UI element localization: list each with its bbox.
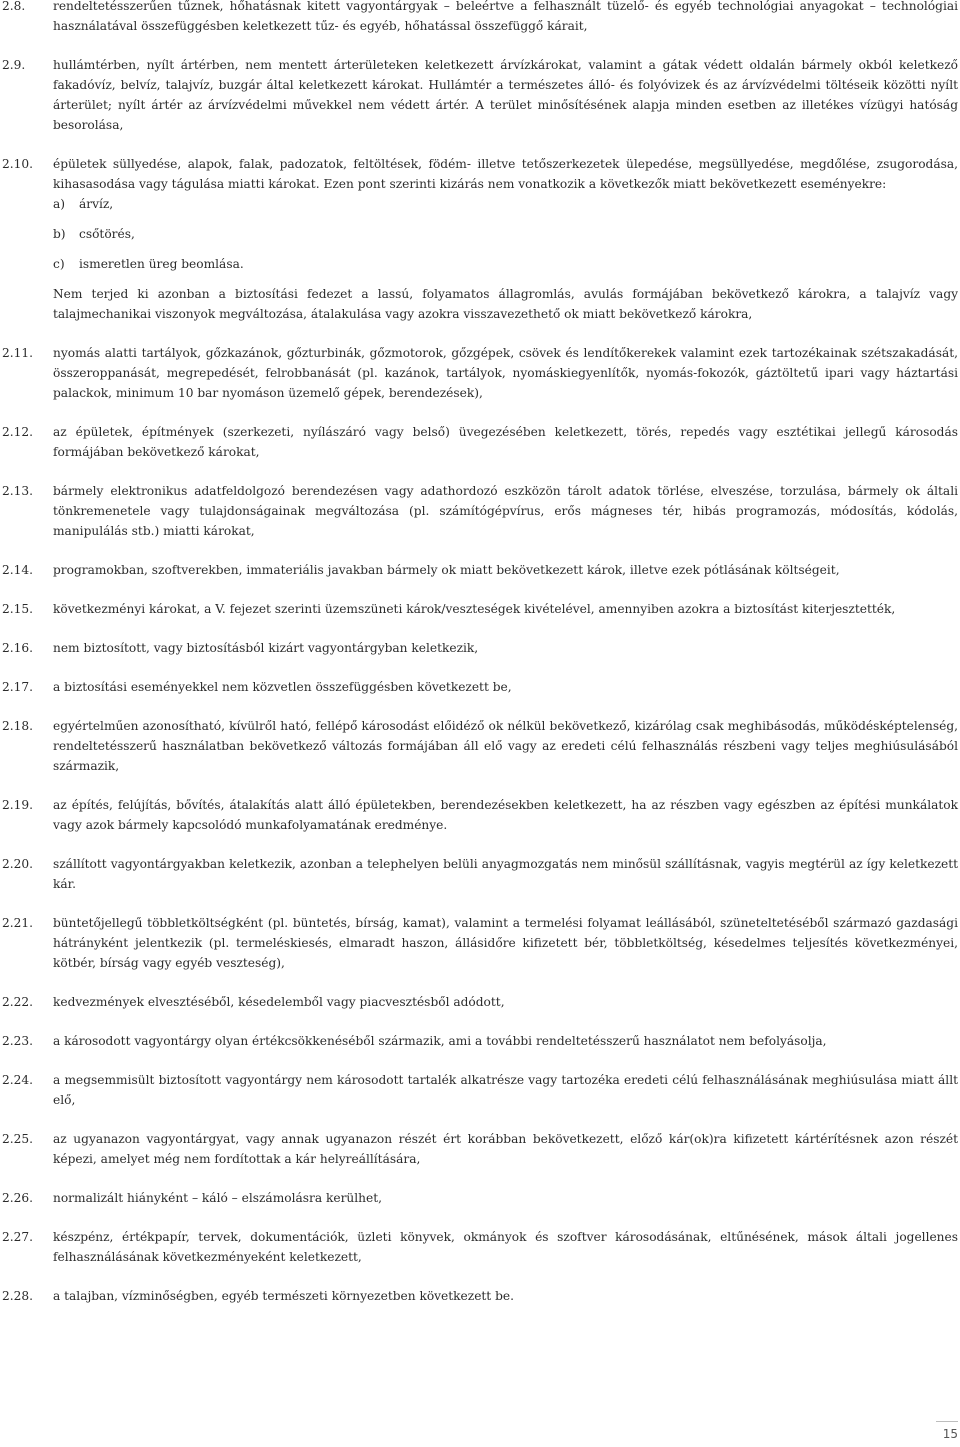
clause-2-26 bbox=[0, 1188, 960, 1208]
clause-2-9 bbox=[0, 55, 960, 135]
clause-number: 2.13. bbox=[2, 484, 34, 498]
clause-number: 2.11. bbox=[2, 346, 34, 360]
clause-text: bármely elektronikus adatfeldolgozó berendezésen vagy adathordozó eszközön tárolt adatok törlése, elveszése, torzulása, bármely ok általi tönkremenetele vagy tulajdonságainak megváltozása (pl. számítógépvírus, erős mágneses tér, hibás programozás, módosítás, kódolás, manipulálás stb.) miatti károkat, bbox=[53, 484, 958, 538]
clause-number: 2.27. bbox=[2, 1230, 34, 1244]
clause-2-27 bbox=[0, 1227, 960, 1267]
clause-text: nem biztosított, vagy biztosításból kizárt vagyontárgyban keletkezik, bbox=[53, 641, 479, 655]
clause-text: készpénz, értékpapír, tervek, dokumentációk, üzleti könyvek, okmányok és szoftver károsodásának, eltűnésének, mások általi jogellenes felhasználásának következményeként keletkezett, bbox=[53, 1230, 958, 1264]
clause-text: kedvezmények elvesztéséből, késedelemből vagy piacvesztésből adódott, bbox=[53, 995, 505, 1009]
clause-number: 2.9. bbox=[2, 58, 26, 72]
clause-2-8 bbox=[0, 0, 960, 36]
clause-2-24 bbox=[0, 1070, 960, 1110]
clause-text: nyomás alatti tartályok, gőzkazánok, gőzturbinák, gőzmotorok, gőzgépek, csövek és lendítőkerekek valamint ezek tartozékainak szétszakadását, összeroppanását, megrepedését, felrobbanását (pl. kazánok, tartályok, nyomáskiegyenlítők, nyomás-fokozók, gáztöltetű ipari vagy háztartási palackok, minimum 10 bar nyomáson üzemelő gépek, berendezések), bbox=[53, 346, 958, 400]
exception-list bbox=[53, 194, 958, 274]
clause-number: 2.24. bbox=[2, 1073, 34, 1087]
clause-text: büntetőjellegű többletköltségként (pl. büntetés, bírság, kamat), valamint a termelési folyamat leállásából, szüneteltetéséből származó gazdasági hátrányként jelentkezik (pl. termeléskiesés, elmaradt haszon, állásidőre kifizetett bér, többletköltség, késedelmes teljesítés következményei, kötbér, bírság vagy egyéb veszteség), bbox=[53, 916, 958, 970]
clause-number: 2.20. bbox=[2, 857, 34, 871]
clause-text: normalizált hiányként – káló – elszámolásra kerülhet, bbox=[53, 1191, 382, 1205]
list-item bbox=[53, 254, 958, 274]
list-item-text: árvíz, bbox=[79, 197, 114, 211]
clause-text: az ugyanazon vagyontárgyat, vagy annak ugyanazon részét ért korábban bekövetkezett, előző kár(ok)ra kifizetett kártérítésnek azon részét képezi, amelyet még nem fordítottak a kár helyreállítására, bbox=[53, 1132, 958, 1166]
clause-2-23 bbox=[0, 1031, 960, 1051]
clause-number: 2.26. bbox=[2, 1191, 34, 1205]
clause-text: szállított vagyontárgyakban keletkezik, azonban a telephelyen belüli anyagmozgatás nem minősül szállításnak, vagyis megtérül az így keletkezett kár. bbox=[53, 857, 958, 891]
clause-2-11 bbox=[0, 343, 960, 403]
clause-text: a biztosítási eseményekkel nem közvetlen összefüggésben következett be, bbox=[53, 680, 512, 694]
clause-number: 2.12. bbox=[2, 425, 34, 439]
clause-text: a talajban, vízminőségben, egyéb természeti környezetben következett be. bbox=[53, 1289, 514, 1303]
clause-2-22 bbox=[0, 992, 960, 1012]
clause-text: a megsemmisült biztosított vagyontárgy nem károsodott tartalék alkatrésze vagy tartozéka eredeti célú felhasználásának meghiúsulása miatt állt elő, bbox=[53, 1073, 958, 1107]
page-number-rule bbox=[936, 1421, 958, 1422]
clause-number: 2.15. bbox=[2, 602, 34, 616]
clause-2-18 bbox=[0, 716, 960, 776]
clause-text: rendeltetésszerűen tűznek, hőhatásnak kitett vagyontárgyak – beleértve a felhasznált tüzelő- és egyéb technológiai anyagokat – technológiai használatával összefüggésben keletkezett tűz- és egyéb, hőhatással összefüggő kárait, bbox=[53, 0, 958, 33]
clause-number: 2.18. bbox=[2, 719, 34, 733]
clause-2-21 bbox=[0, 913, 960, 973]
clause-text: az épületek, építmények (szerkezeti, nyílászáró vagy belső) üvegezésében keletkezett, törés, repedés vagy esztétikai jellegű károsodás formájában bekövetkező károkat, bbox=[53, 425, 958, 459]
page-number: 15 bbox=[942, 1427, 958, 1441]
clause-text: épületek süllyedése, alapok, falak, padozatok, feltöltések, födém- illetve tetőszerkezetek ülepedése, megsüllyedése, megdőlése, zsugorodása, kihasasodása vagy tágulása miatti károkat. Ezen pont szerinti kizárás nem vonatkozik a következők miatt bekövetkezett eseményekre: bbox=[53, 157, 958, 191]
clause-text: a károsodott vagyontárgy olyan értékcsökkenéséből származik, ami a további rendeltetésszerű használatot nem befolyásolja, bbox=[53, 1034, 827, 1048]
clause-text: programokban, szoftverekben, immateriális javakban bármely ok miatt bekövetkezett károk, illetve ezek pótlásának költségeit, bbox=[53, 563, 840, 577]
clause-number: 2.23. bbox=[2, 1034, 34, 1048]
list-item-letter: b) bbox=[53, 227, 66, 241]
clause-2-20 bbox=[0, 854, 960, 894]
clause-tail-text: Nem terjed ki azonban a biztosítási fedezet a lassú, folyamatos állagromlás, avulás formájában bekövetkező károkra, a talajvíz vagy talajmechanikai viszonyok megváltozása, átalakulása vagy azokra visszavezethető ok miatt bekövetkező károkra, bbox=[53, 287, 958, 321]
clause-text: hullámtérben, nyílt ártérben, nem mentett árterületeken keletkezett árvízkárokat, valamint a gátak védett oldalán bármely okból keletkező fakadóvíz, belvíz, talajvíz, buzgár által keletkezett károkat. Hullámtér a természetes álló- és folyóvizek és az árvízvédelmi töltéseik közötti nyílt árterület; nyílt ártér az árvízvédelmi művekkel nem védett ártér. A terület minősítésének alapja minden esetben az illetékes vízügyi hatóság besorolása, bbox=[53, 58, 958, 132]
clause-2-17 bbox=[0, 677, 960, 697]
list-item-text: ismeretlen üreg beomlása. bbox=[79, 257, 244, 271]
list-item bbox=[53, 194, 958, 214]
clause-2-13 bbox=[0, 481, 960, 541]
clause-number: 2.10. bbox=[2, 157, 34, 171]
clause-2-14 bbox=[0, 560, 960, 580]
clause-number: 2.28. bbox=[2, 1289, 34, 1303]
list-item bbox=[53, 224, 958, 244]
clause-number: 2.21. bbox=[2, 916, 34, 930]
clause-2-25 bbox=[0, 1129, 960, 1169]
list-item-letter: c) bbox=[53, 257, 65, 271]
clause-number: 2.19. bbox=[2, 798, 34, 812]
clause-2-28 bbox=[0, 1286, 960, 1306]
clause-2-15 bbox=[0, 599, 960, 619]
clause-number: 2.8. bbox=[2, 0, 26, 13]
list-item-text: csőtörés, bbox=[79, 227, 135, 241]
clause-2-10 bbox=[0, 154, 960, 324]
clause-number: 2.16. bbox=[2, 641, 34, 655]
clause-number: 2.22. bbox=[2, 995, 34, 1009]
clause-2-16 bbox=[0, 638, 960, 658]
clause-number: 2.25. bbox=[2, 1132, 34, 1146]
clause-text: következményi károkat, a V. fejezet szerinti üzemszüneti károk/veszteségek kivételével, amennyiben azokra a biztosítást kiterjesztették, bbox=[53, 602, 896, 616]
clause-text: az építés, felújítás, bővítés, átalakítás alatt álló épületekben, berendezésekben keletkezett, ha az részben vagy egészben az építési munkálatok vagy azok bármely kapcsolódó munkafolyamatának eredménye. bbox=[53, 798, 958, 832]
list-item-letter: a) bbox=[53, 197, 66, 211]
clause-text: egyértelműen azonosítható, kívülről ható, fellépő károsodást előidéző ok nélkül bekövetkező, kizárólag csak meghibásodás, működésképtelenség, rendeltetésszerű használatban bekövetkező változás formájában áll elő vagy az eredeti célú felhasználás részbeni vagy teljes meghiúsulásából származik, bbox=[53, 719, 958, 773]
clause-number: 2.17. bbox=[2, 680, 34, 694]
clause-number: 2.14. bbox=[2, 563, 34, 577]
clause-2-19 bbox=[0, 795, 960, 835]
clause-2-12 bbox=[0, 422, 960, 462]
